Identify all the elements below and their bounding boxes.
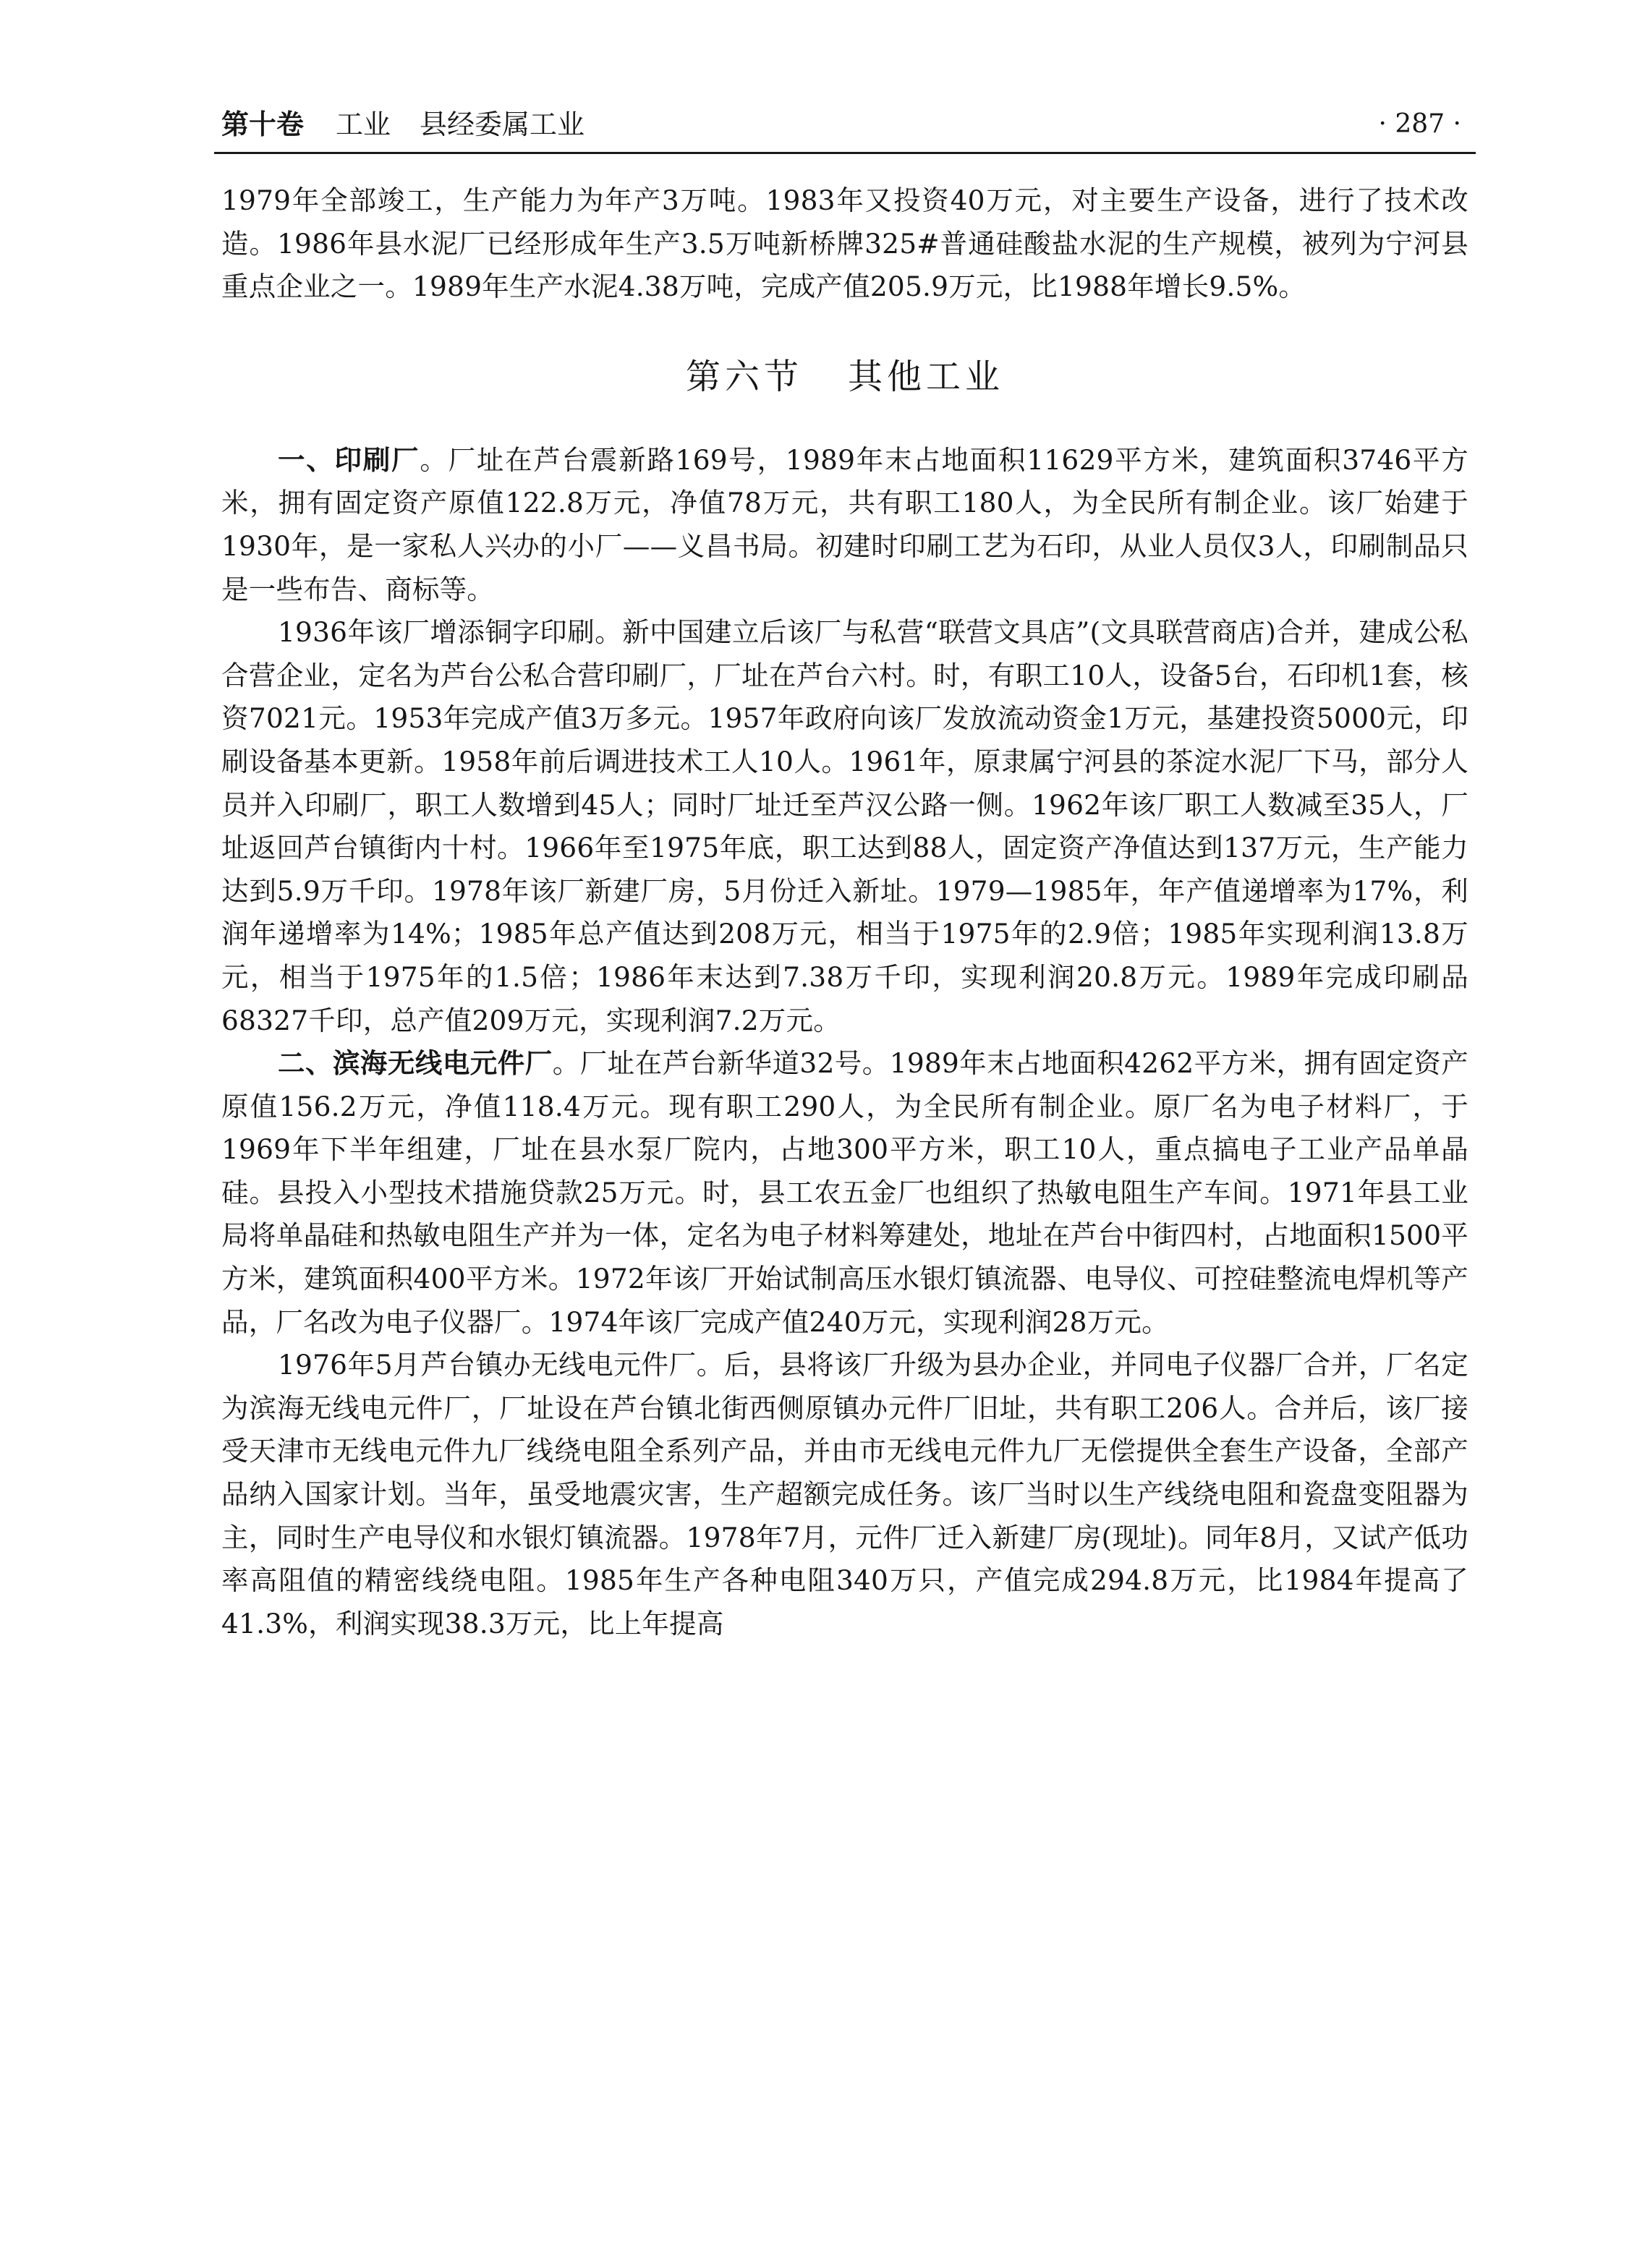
paragraph-printing-factory [221, 439, 1468, 611]
section-number: 第六节 [685, 356, 803, 397]
header-divider [214, 152, 1476, 154]
page-number: · 287 · [1378, 109, 1461, 139]
paragraph-text: 。厂址在芦台新华道32号。1989年末占地面积4262平方米，拥有固定资产原值156.2万元，净值118.4万元。现有职工290人，为全民所有制企业。原厂名为电子材料厂，于1969年下半年组建，厂址在县水泵厂院内，占地300平方米，职工10人，重点搞电子工业产品单晶硅。县投入小型技术措施贷款25万元。时，县工农五金厂也组织了热敏电阻生产车间。1971年县工业局将单晶硅和热敏电阻生产并为一体，定名为电子材料筹建处，地址在芦台中街四村，占地面积1500平方米，建筑面积400平方米。1972年该厂开始试制高压水银灯镇流器、电导仪、可控硅整流电焊机等产品，厂名改为电子仪器厂。1974年该厂完成产值240万元，实现利润28万元。 [221, 1047, 1469, 1338]
running-header [214, 106, 1476, 149]
paragraph-radio-components-factory [221, 1042, 1468, 1344]
section-heading [221, 354, 1468, 400]
intro-paragraph: 1979年全部竣工，生产能力为年产3万吨。1983年又投资40万元，对主要生产设备，进行了技术改造。1986年县水泥厂已经形成年生产3.5万吨新桥牌325#普通硅酸盐水泥的生产规模，被列为宁河县重点企业之一。1989年生产水泥4.38万吨，完成产值205.9万元，比1988年增长9.5%。 [221, 184, 1468, 303]
paragraph-text: 1976年5月芦台镇办无线电元件厂。后，县将该厂升级为县办企业，并同电子仪器厂合并，厂名定为滨海无线电元件厂，厂址设在芦台镇北街西侧原镇办元件厂旧址，共有职工206人。合并后，该厂接受天津市无线电元件九厂线绕电阻全系列产品，并由市无线电元件九厂无偿提供全套生产设备，全部产品纳入国家计划。当年，虽受地震灾害，生产超额完成任务。该厂当时以生产线绕电阻和瓷盘变阻器为主，同时生产电导仪和水银灯镇流器。1978年7月，元件厂迁入新建厂房(现址)。同年8月，又试产低功率高阻值的精密线绕电阻。1985年生产各种电阻340万只，产值完成294.8万元，比1984年提高了41.3%，利润实现38.3万元，比上年提高 [221, 1349, 1468, 1640]
header-title [221, 106, 585, 143]
paragraph-lead: 二、滨海无线电元件厂 [278, 1047, 553, 1080]
paragraph-text: 。厂址在芦台震新路169号，1989年末占地面积11629平方米，建筑面积3746平方米，拥有固定资产原值122.8万元，净值78万元，共有职工180人，为全民所有制企业。该厂始建于1930年，是一家私人兴办的小厂——义昌书局。初建时印刷工艺为石印，从业人员仅3人，印刷制品只是一些布告、商标等。 [221, 443, 1468, 605]
paragraph-radio-components-history [221, 1344, 1468, 1645]
header-chapter: 县经委属工业 [420, 108, 585, 140]
section-title: 其他工业 [848, 356, 1005, 397]
paragraph-printing-history [221, 611, 1468, 1042]
paragraph-lead: 一、印刷厂 [278, 443, 420, 476]
body-text [221, 179, 1468, 1645]
paragraph-text: 1936年该厂增添铜字印刷。新中国建立后该厂与私营“联营文具店”(文具联营商店)合并，建成公私合营企业，定名为芦台公私合营印刷厂，厂址在芦台六村。时，有职工10人，设备5台，石印机1套，核资7021元。1953年完成产值3万多元。1957年政府向该厂发放流动资金1万元，基建投资5000元，印刷设备基本更新。1958年前后调进技术工人10人。1961年，原隶属宁河县的茶淀水泥厂下马，部分人员并入印刷厂，职工人数增到45人；同时厂址迁至芦汉公路一侧。1962年该厂职工人数减至35人，厂址返回芦台镇街内十村。1966年至1975年底，职工达到88人，固定资产净值达到137万元，生产能力达到5.9万千印。1978年该厂新建厂房，5月份迁入新址。1979—1985年，年产值递增率为17%，利润年递增率为14%；1985年总产值达到208万元，相当于1975年的2.9倍；1985年实现利润13.8万元，相当于1975年的1.5倍；1986年末达到7.38万千印，实现利润20.8万元。1989年完成印刷品68327千印，总产值209万元，实现利润7.2万元。 [221, 616, 1468, 1036]
header-volume: 第十卷 [221, 108, 305, 140]
header-part: 工业 [336, 108, 391, 140]
